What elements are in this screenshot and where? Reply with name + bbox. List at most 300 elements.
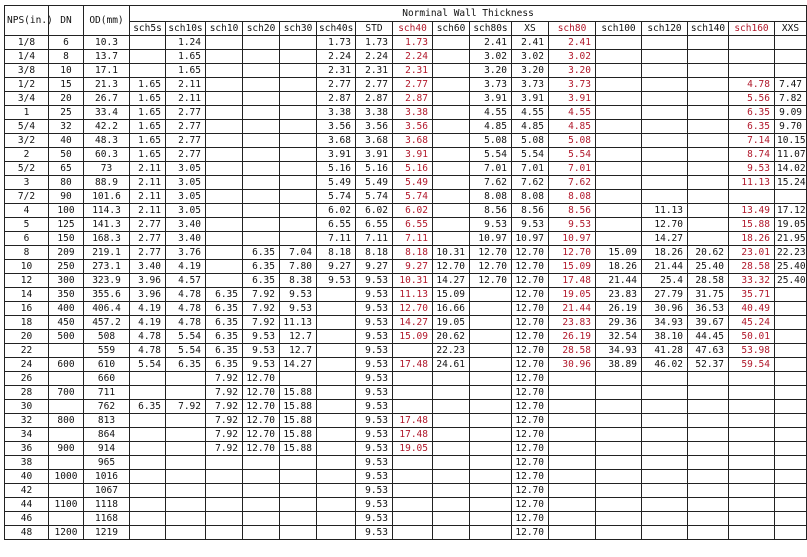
thickness-cell: [688, 36, 729, 50]
thickness-cell: 4.19: [166, 260, 206, 274]
thickness-cell: 12.70: [470, 246, 512, 260]
thickness-cell: [549, 526, 596, 540]
od-cell: 114.3: [84, 204, 130, 218]
thickness-cell: [775, 484, 807, 498]
thickness-cell: [206, 484, 243, 498]
thickness-cell: 9.53: [356, 428, 393, 442]
thickness-cell: 9.53: [356, 456, 393, 470]
thickness-cell: 7.92: [206, 372, 243, 386]
thickness-cell: [688, 218, 729, 232]
thickness-cell: [775, 512, 807, 526]
thickness-cell: 3.20: [512, 64, 549, 78]
thickness-cell: [433, 50, 470, 64]
thickness-cell: [166, 414, 206, 428]
thickness-cell: [642, 106, 688, 120]
thickness-cell: [317, 400, 356, 414]
dn-cell: 350: [49, 288, 84, 302]
thickness-cell: 12.70: [512, 526, 549, 540]
thickness-cell: 12.70: [243, 442, 280, 456]
thickness-cell: 2.77: [130, 246, 166, 260]
thickness-cell: [642, 414, 688, 428]
thickness-cell: [243, 134, 280, 148]
wall-thickness-group-header: Norminal Wall Thickness: [130, 6, 807, 22]
thickness-cell: 3.68: [393, 134, 433, 148]
thickness-cell: 2.77: [317, 78, 356, 92]
thickness-cell: 7.92: [243, 316, 280, 330]
thickness-cell: 11.13: [729, 176, 775, 190]
thickness-cell: [642, 428, 688, 442]
thickness-cell: [596, 64, 642, 78]
thickness-cell: [393, 470, 433, 484]
thickness-cell: [729, 456, 775, 470]
thickness-cell: [130, 498, 166, 512]
thickness-cell: [470, 512, 512, 526]
dn-cell: 250: [49, 260, 84, 274]
table-row: [5, 470, 807, 484]
thickness-cell: 6.55: [317, 218, 356, 232]
thickness-cell: 5.74: [317, 190, 356, 204]
thickness-cell: [642, 176, 688, 190]
thickness-cell: [549, 456, 596, 470]
thickness-cell: 4.57: [166, 274, 206, 288]
thickness-cell: [433, 204, 470, 218]
od-cell: 141.3: [84, 218, 130, 232]
thickness-cell: [596, 176, 642, 190]
thickness-cell: [688, 484, 729, 498]
thickness-cell: 2.77: [356, 78, 393, 92]
thickness-cell: [206, 232, 243, 246]
thickness-cell: [433, 414, 470, 428]
thickness-cell: [433, 218, 470, 232]
od-cell: 1219: [84, 526, 130, 540]
thickness-cell: 38.10: [642, 330, 688, 344]
thickness-cell: [280, 512, 317, 526]
thickness-cell: [433, 190, 470, 204]
od-cell: 457.2: [84, 316, 130, 330]
thickness-cell: [243, 470, 280, 484]
thickness-cell: 6.35: [729, 120, 775, 134]
thickness-cell: 25.40: [775, 274, 807, 288]
thickness-cell: 3.05: [166, 162, 206, 176]
thickness-cell: [775, 428, 807, 442]
thickness-cell: 7.92: [206, 414, 243, 428]
thickness-cell: [206, 190, 243, 204]
od-cell: 323.9: [84, 274, 130, 288]
thickness-cell: 5.54: [166, 330, 206, 344]
thickness-cell: [596, 190, 642, 204]
od-cell: 711: [84, 386, 130, 400]
thickness-cell: [729, 428, 775, 442]
thickness-cell: [642, 498, 688, 512]
schedule-header-cell: sch10s: [166, 22, 206, 36]
nps-cell: 6: [5, 232, 49, 246]
dn-cell: 450: [49, 316, 84, 330]
thickness-cell: [642, 442, 688, 456]
thickness-cell: [243, 36, 280, 50]
thickness-cell: [549, 400, 596, 414]
thickness-cell: [688, 232, 729, 246]
thickness-cell: 7.62: [549, 176, 596, 190]
thickness-cell: [433, 512, 470, 526]
thickness-cell: 8.38: [280, 274, 317, 288]
schedule-header-cell: sch20: [243, 22, 280, 36]
thickness-cell: 15.09: [549, 260, 596, 274]
thickness-cell: 21.44: [549, 302, 596, 316]
thickness-cell: [688, 106, 729, 120]
thickness-cell: [393, 484, 433, 498]
thickness-cell: 8.08: [512, 190, 549, 204]
table-row: [5, 274, 807, 288]
thickness-cell: [317, 386, 356, 400]
thickness-cell: [642, 162, 688, 176]
thickness-cell: 19.05: [393, 442, 433, 456]
thickness-cell: [243, 512, 280, 526]
thickness-cell: 5.54: [470, 148, 512, 162]
thickness-cell: [729, 442, 775, 456]
schedule-header-cell: sch10: [206, 22, 243, 36]
thickness-cell: 12.70: [512, 456, 549, 470]
dn-cell: 40: [49, 134, 84, 148]
thickness-cell: [317, 428, 356, 442]
thickness-cell: [596, 78, 642, 92]
schedule-header-cell: XXS: [775, 22, 807, 36]
thickness-cell: [642, 120, 688, 134]
thickness-cell: [596, 162, 642, 176]
thickness-cell: [280, 78, 317, 92]
thickness-cell: 9.27: [317, 260, 356, 274]
thickness-cell: 9.53: [356, 386, 393, 400]
thickness-cell: [280, 106, 317, 120]
dn-cell: 8: [49, 50, 84, 64]
thickness-cell: [130, 470, 166, 484]
thickness-cell: 9.53: [356, 470, 393, 484]
thickness-cell: 20.62: [688, 246, 729, 260]
thickness-cell: [596, 148, 642, 162]
thickness-cell: [393, 498, 433, 512]
thickness-cell: 12.70: [243, 372, 280, 386]
table-row: [5, 50, 807, 64]
thickness-cell: 2.11: [130, 176, 166, 190]
thickness-cell: 4.85: [470, 120, 512, 134]
thickness-cell: 12.70: [512, 274, 549, 288]
thickness-cell: 3.91: [549, 92, 596, 106]
thickness-cell: [688, 498, 729, 512]
thickness-cell: [775, 64, 807, 78]
thickness-cell: 7.92: [243, 302, 280, 316]
table-row: [5, 78, 807, 92]
thickness-cell: 2.41: [512, 36, 549, 50]
thickness-cell: [243, 456, 280, 470]
nps-cell: 1: [5, 106, 49, 120]
thickness-cell: 6.02: [356, 204, 393, 218]
nps-cell: 3/2: [5, 134, 49, 148]
table-row: [5, 218, 807, 232]
table-row: [5, 176, 807, 190]
thickness-cell: 12.7: [280, 330, 317, 344]
dn-cell: 500: [49, 330, 84, 344]
od-cell: 101.6: [84, 190, 130, 204]
thickness-cell: 6.35: [243, 246, 280, 260]
thickness-cell: [775, 302, 807, 316]
thickness-cell: 27.79: [642, 288, 688, 302]
thickness-cell: 2.24: [317, 50, 356, 64]
thickness-cell: [688, 442, 729, 456]
thickness-cell: 9.53: [356, 302, 393, 316]
thickness-cell: 6.35: [206, 344, 243, 358]
thickness-cell: 3.02: [549, 50, 596, 64]
table-row: [5, 400, 807, 414]
thickness-cell: [433, 526, 470, 540]
nps-cell: 34: [5, 428, 49, 442]
thickness-cell: [596, 470, 642, 484]
thickness-cell: 23.83: [549, 316, 596, 330]
thickness-cell: 12.70: [512, 470, 549, 484]
nps-cell: 5: [5, 218, 49, 232]
thickness-cell: 25.40: [775, 260, 807, 274]
header-row-top: [5, 6, 807, 22]
thickness-cell: 4.78: [130, 344, 166, 358]
thickness-cell: [596, 512, 642, 526]
thickness-cell: [280, 120, 317, 134]
thickness-cell: [642, 456, 688, 470]
nps-cell: 16: [5, 302, 49, 316]
thickness-cell: 17.48: [393, 358, 433, 372]
thickness-cell: [280, 176, 317, 190]
thickness-cell: [317, 414, 356, 428]
thickness-cell: 7.92: [206, 428, 243, 442]
thickness-cell: [130, 50, 166, 64]
thickness-cell: 4.55: [549, 106, 596, 120]
thickness-cell: [280, 218, 317, 232]
thickness-cell: 6.02: [393, 204, 433, 218]
thickness-cell: [433, 498, 470, 512]
thickness-cell: [775, 344, 807, 358]
thickness-cell: 6.35: [206, 330, 243, 344]
thickness-cell: [470, 288, 512, 302]
thickness-cell: 9.53: [512, 218, 549, 232]
thickness-cell: [688, 78, 729, 92]
nps-cell: 18: [5, 316, 49, 330]
thickness-cell: [596, 50, 642, 64]
thickness-cell: 2.77: [130, 218, 166, 232]
thickness-cell: 7.11: [393, 232, 433, 246]
thickness-cell: 5.49: [317, 176, 356, 190]
thickness-cell: [206, 498, 243, 512]
thickness-cell: 3.38: [393, 106, 433, 120]
thickness-cell: 31.75: [688, 288, 729, 302]
thickness-cell: [280, 372, 317, 386]
thickness-cell: 4.78: [166, 302, 206, 316]
thickness-cell: [688, 386, 729, 400]
thickness-cell: [433, 232, 470, 246]
dn-cell: 800: [49, 414, 84, 428]
thickness-cell: 34.93: [642, 316, 688, 330]
thickness-cell: 53.98: [729, 344, 775, 358]
thickness-cell: 9.53: [243, 344, 280, 358]
schedule-header-cell: sch80: [549, 22, 596, 36]
thickness-cell: [206, 246, 243, 260]
thickness-cell: [688, 50, 729, 64]
thickness-cell: [130, 512, 166, 526]
thickness-cell: 3.91: [393, 148, 433, 162]
thickness-cell: 15.88: [280, 386, 317, 400]
thickness-cell: [549, 484, 596, 498]
thickness-cell: 7.62: [470, 176, 512, 190]
thickness-cell: [549, 372, 596, 386]
thickness-cell: 2.24: [356, 50, 393, 64]
thickness-cell: 3.02: [470, 50, 512, 64]
thickness-cell: 12.70: [393, 302, 433, 316]
thickness-cell: 12.70: [512, 246, 549, 260]
thickness-cell: 17.48: [393, 414, 433, 428]
thickness-cell: 11.13: [280, 316, 317, 330]
od-cell: 965: [84, 456, 130, 470]
thickness-cell: 8.56: [549, 204, 596, 218]
od-cell: 813: [84, 414, 130, 428]
thickness-cell: [243, 204, 280, 218]
thickness-cell: [470, 372, 512, 386]
thickness-cell: [206, 162, 243, 176]
table-row: [5, 442, 807, 456]
thickness-cell: 7.47: [775, 78, 807, 92]
od-cell: 21.3: [84, 78, 130, 92]
thickness-cell: 4.85: [549, 120, 596, 134]
table-row: [5, 204, 807, 218]
thickness-cell: 3.02: [512, 50, 549, 64]
schedule-header-cell: sch120: [642, 22, 688, 36]
thickness-cell: [775, 470, 807, 484]
thickness-cell: 9.53: [280, 302, 317, 316]
thickness-cell: [642, 50, 688, 64]
thickness-cell: [596, 428, 642, 442]
thickness-cell: 28.58: [688, 274, 729, 288]
thickness-cell: [206, 106, 243, 120]
thickness-cell: 3.91: [356, 148, 393, 162]
od-cell: 355.6: [84, 288, 130, 302]
table-row: [5, 386, 807, 400]
thickness-cell: 2.11: [130, 162, 166, 176]
thickness-cell: [642, 92, 688, 106]
thickness-cell: 9.53: [356, 526, 393, 540]
thickness-cell: [393, 344, 433, 358]
thickness-cell: 3.91: [512, 92, 549, 106]
nps-header: NPS(in.): [5, 6, 49, 36]
thickness-cell: 34.93: [596, 344, 642, 358]
thickness-cell: 3.91: [470, 92, 512, 106]
table-row: [5, 190, 807, 204]
nps-cell: 42: [5, 484, 49, 498]
nps-cell: 24: [5, 358, 49, 372]
thickness-cell: 1.65: [130, 120, 166, 134]
thickness-cell: 4.19: [130, 316, 166, 330]
thickness-cell: [243, 176, 280, 190]
thickness-cell: [470, 400, 512, 414]
thickness-cell: [243, 148, 280, 162]
nps-cell: 30: [5, 400, 49, 414]
thickness-cell: 23.83: [596, 288, 642, 302]
thickness-cell: [166, 456, 206, 470]
thickness-cell: 10.15: [775, 134, 807, 148]
thickness-cell: [280, 36, 317, 50]
thickness-cell: [243, 64, 280, 78]
thickness-cell: [596, 372, 642, 386]
dn-cell: 80: [49, 176, 84, 190]
thickness-cell: 9.09: [775, 106, 807, 120]
nps-cell: 1/2: [5, 78, 49, 92]
thickness-cell: 8.56: [512, 204, 549, 218]
dn-cell: [49, 344, 84, 358]
thickness-cell: 11.13: [642, 204, 688, 218]
thickness-cell: [433, 78, 470, 92]
thickness-cell: [280, 190, 317, 204]
thickness-cell: 4.78: [130, 330, 166, 344]
thickness-cell: [206, 260, 243, 274]
nps-cell: 2: [5, 148, 49, 162]
table-row: [5, 428, 807, 442]
od-cell: 1168: [84, 512, 130, 526]
thickness-cell: 9.53: [356, 372, 393, 386]
table-row: [5, 64, 807, 78]
thickness-cell: 8.08: [549, 190, 596, 204]
schedule-header-cell: sch80s: [470, 22, 512, 36]
thickness-cell: 14.27: [642, 232, 688, 246]
thickness-cell: 9.53: [356, 274, 393, 288]
dn-cell: [49, 428, 84, 442]
thickness-cell: 5.74: [356, 190, 393, 204]
dn-cell: 1000: [49, 470, 84, 484]
thickness-cell: 12.70: [512, 302, 549, 316]
thickness-cell: [317, 344, 356, 358]
thickness-cell: 2.41: [470, 36, 512, 50]
thickness-cell: 44.45: [688, 330, 729, 344]
thickness-cell: 3.40: [166, 218, 206, 232]
table-row: [5, 106, 807, 120]
thickness-cell: [280, 456, 317, 470]
table-row: [5, 134, 807, 148]
thickness-cell: 11.07: [775, 148, 807, 162]
thickness-cell: 7.01: [470, 162, 512, 176]
thickness-cell: [243, 218, 280, 232]
thickness-cell: [596, 232, 642, 246]
nps-cell: 38: [5, 456, 49, 470]
od-cell: 60.3: [84, 148, 130, 162]
thickness-cell: [317, 358, 356, 372]
thickness-cell: 28.58: [729, 260, 775, 274]
thickness-cell: 3.76: [166, 246, 206, 260]
thickness-cell: 18.26: [642, 246, 688, 260]
thickness-cell: 2.24: [393, 50, 433, 64]
thickness-cell: [470, 386, 512, 400]
thickness-cell: 7.92: [206, 386, 243, 400]
thickness-cell: 2.87: [317, 92, 356, 106]
thickness-cell: 38.89: [596, 358, 642, 372]
thickness-cell: [729, 386, 775, 400]
thickness-cell: 24.61: [433, 358, 470, 372]
thickness-cell: 9.27: [393, 260, 433, 274]
nps-cell: 40: [5, 470, 49, 484]
nps-cell: 26: [5, 372, 49, 386]
thickness-cell: [206, 92, 243, 106]
dn-cell: 1200: [49, 526, 84, 540]
thickness-cell: [433, 176, 470, 190]
thickness-cell: [393, 386, 433, 400]
dn-cell: 6: [49, 36, 84, 50]
thickness-cell: 12.70: [512, 358, 549, 372]
table-row: [5, 92, 807, 106]
thickness-cell: 15.88: [280, 442, 317, 456]
nps-cell: 3/4: [5, 92, 49, 106]
od-cell: 406.4: [84, 302, 130, 316]
